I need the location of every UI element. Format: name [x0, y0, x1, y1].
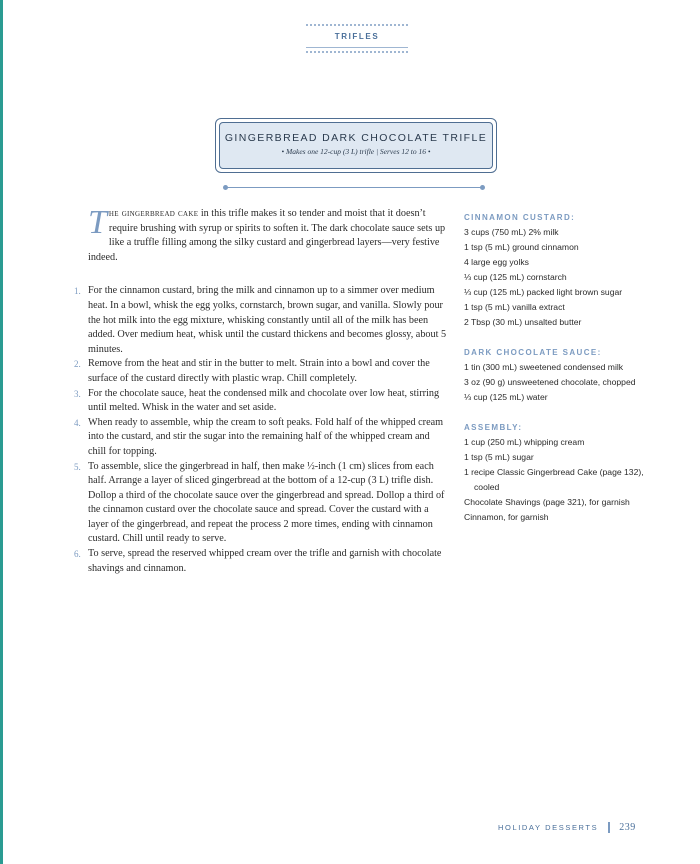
step-item [74, 284, 448, 357]
recipe-title-plaque [215, 118, 497, 173]
title-divider [226, 187, 482, 188]
ingredient-item: 1 tsp (5 mL) sugar [464, 452, 534, 462]
method-steps [74, 284, 448, 576]
ingredient-item: 1 recipe Classic Gingerbread Cake (page 132), cooled [464, 467, 644, 492]
drop-cap: T [88, 204, 107, 241]
method-column [74, 204, 448, 576]
section-rule [306, 47, 408, 48]
step-item [74, 357, 448, 386]
section-dotted-rule [306, 24, 408, 26]
ingredient-item: 2 Tbsp (30 mL) unsalted butter [464, 317, 582, 327]
page-number: 239 [619, 822, 636, 833]
step-text: Remove from the heat and stir in the butter to melt. Strain into a bowl and cover the surface of the custard directly with plastic wrap. Chill completely. [88, 358, 430, 384]
page-footer [498, 822, 636, 833]
step-text: To serve, spread the reserved whipped cream over the trifle and garnish with chocolate shavings and cinnamon. [88, 548, 442, 574]
ingredient-item: ⅓ cup (125 mL) packed light brown sugar [464, 287, 623, 297]
step-item [74, 416, 448, 460]
ingredient-item: 3 oz (90 g) unsweetened chocolate, chopped [464, 377, 636, 387]
step-number: 1. [74, 286, 81, 297]
ingredient-item: ⅓ cup (125 mL) cornstarch [464, 272, 567, 282]
ingredient-item: 3 cups (750 mL) 2% milk [464, 227, 559, 237]
step-item [74, 387, 448, 416]
section-header [302, 24, 412, 53]
ingredient-group-heading: CINNAMON CUSTARD: [464, 213, 576, 222]
ingredient-item: 1 cup (250 mL) whipping cream [464, 437, 585, 447]
step-text: For the chocolate sauce, heat the condensed milk and chocolate over low heat, stirring until melted. Whisk in the water and set aside. [88, 387, 440, 414]
page-spine-edge [0, 0, 3, 864]
section-dotted-rule-bottom [306, 51, 408, 53]
step-item [74, 547, 448, 576]
step-number: 5. [74, 461, 81, 472]
ingredient-group-heading: DARK CHOCOLATE SAUCE: [464, 348, 602, 357]
ingredient-item: Cinnamon, for garnish [464, 512, 549, 522]
recipe-title: GINGERBREAD DARK CHOCOLATE TRIFLE [224, 132, 488, 144]
footer-separator [608, 822, 610, 833]
ingredient-item: 4 large egg yolks [464, 257, 529, 267]
step-number: 4. [74, 417, 81, 428]
intro-lead: he gingerbread cake [108, 208, 199, 219]
step-item [74, 460, 448, 548]
step-number: 2. [74, 359, 81, 370]
ingredients-column [464, 210, 664, 525]
step-text: To assemble, slice the gingerbread in half, then make ½-inch (1 cm) slices from each half. Arrange a layer of sliced gingerbread at the bottom of a 12-cup (3 L) trifle dish. Dollop a third of the chocolate sauce over the gingerbread and spread. Dollop a third of the cinnamon custard over the chocolate sauce and spread. Cover the custard with a layer of the gingerbread, and repeat the process 2 more times, ending with cinnamon custard. Chill until ready to serve. [88, 460, 445, 545]
ingredient-item: 1 tsp (5 mL) vanilla extract [464, 302, 565, 312]
recipe-yield: • Makes one 12-cup (3 L) trifle | Serves 12 to 16 • [281, 147, 431, 156]
ingredient-item: 1 tin (300 mL) sweetened condensed milk [464, 362, 624, 372]
ingredient-group-heading: ASSEMBLY: [464, 423, 523, 432]
step-number: 3. [74, 388, 81, 399]
section-label: TRIFLES [334, 32, 380, 41]
ingredient-item: Chocolate Shavings (page 321), for garnish [464, 497, 630, 507]
step-text: When ready to assemble, whip the cream to soft peaks. Fold half of the whipped cream into the custard, and stir the sugar into the remaining half of the whipped cream and chill for topping. [88, 416, 444, 457]
recipe-title-plaque-inner [219, 122, 493, 169]
ingredient-item: 1 tsp (5 mL) ground cinnamon [464, 242, 579, 252]
ingredient-item: ⅓ cup (125 mL) water [464, 392, 548, 402]
footer-chapter: HOLIDAY DESSERTS [498, 823, 599, 832]
intro-text: in this trifle makes it so tender and moist that it doesn’t require brushing with syrup or spirits to soften it. The dark chocolate sauce sets up like a truffle filling among the silky custard and gingerbread layers—very festive indeed. [88, 208, 446, 263]
recipe-intro [88, 204, 448, 265]
step-number: 6. [74, 549, 81, 560]
step-text: For the cinnamon custard, bring the milk and cinnamon up to a simmer over medium heat. In a bowl, whisk the egg yolks, cornstarch, brown sugar, and vanilla. Slowly pour the hot milk into the egg mixture, whisking constantly until all of the milk has been added. Over medium heat, whisk until the custard thickens and becomes glossy, about 5 minutes. [88, 285, 447, 355]
